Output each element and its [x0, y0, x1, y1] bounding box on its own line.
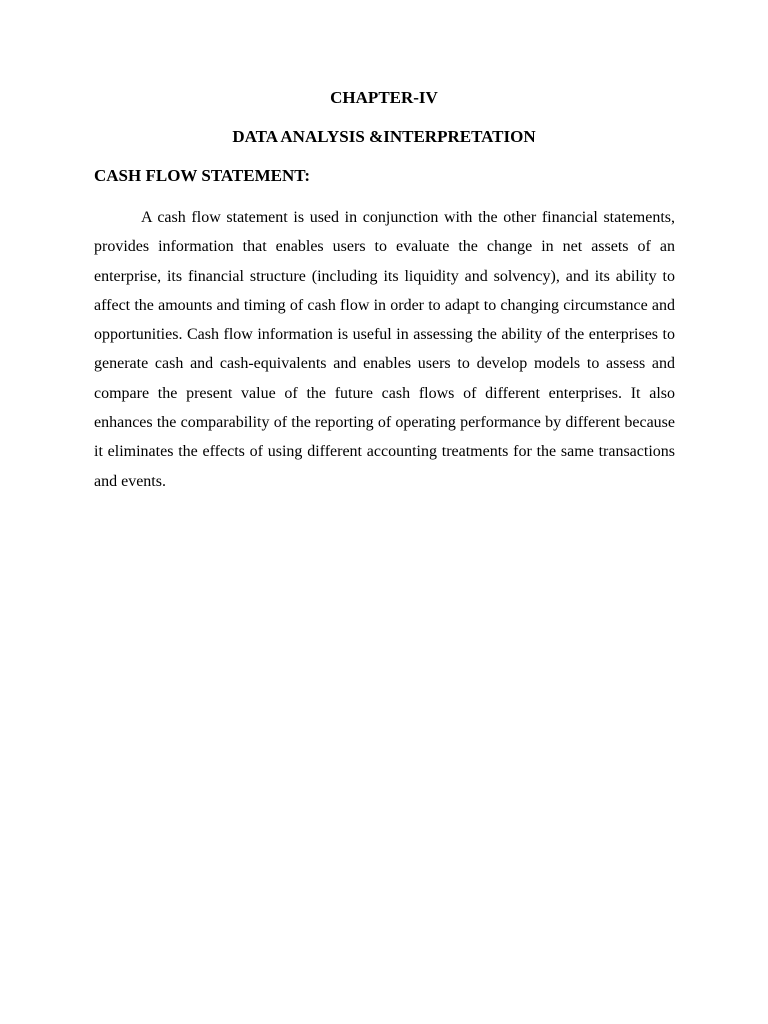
body-paragraph: A cash flow statement is used in conjunction with the other financial statements, provides information that enables users to evaluate the change in net assets of an enterprise, its financial structure (including its liquidity and solvency), and its ability to affect the amounts and timing of cash flow in order to adapt to changing circumstance and opportunities. Cash flow information is useful in assessing the ability of the enterprises to generate cash and cash-equivalents and enables users to develop models to assess and compare the present value of the future cash flows of different enterprises. It also enhances the comparability of the reporting of operating performance by different because it eliminates the effects of using different accounting treatments for the same transactions and events. — [94, 209, 675, 490]
chapter-subtitle: DATA ANALYSIS &INTERPRETATION — [232, 127, 536, 146]
chapter-title: CHAPTER-IV — [330, 88, 438, 107]
section-heading: CASH FLOW STATEMENT: — [94, 166, 310, 185]
